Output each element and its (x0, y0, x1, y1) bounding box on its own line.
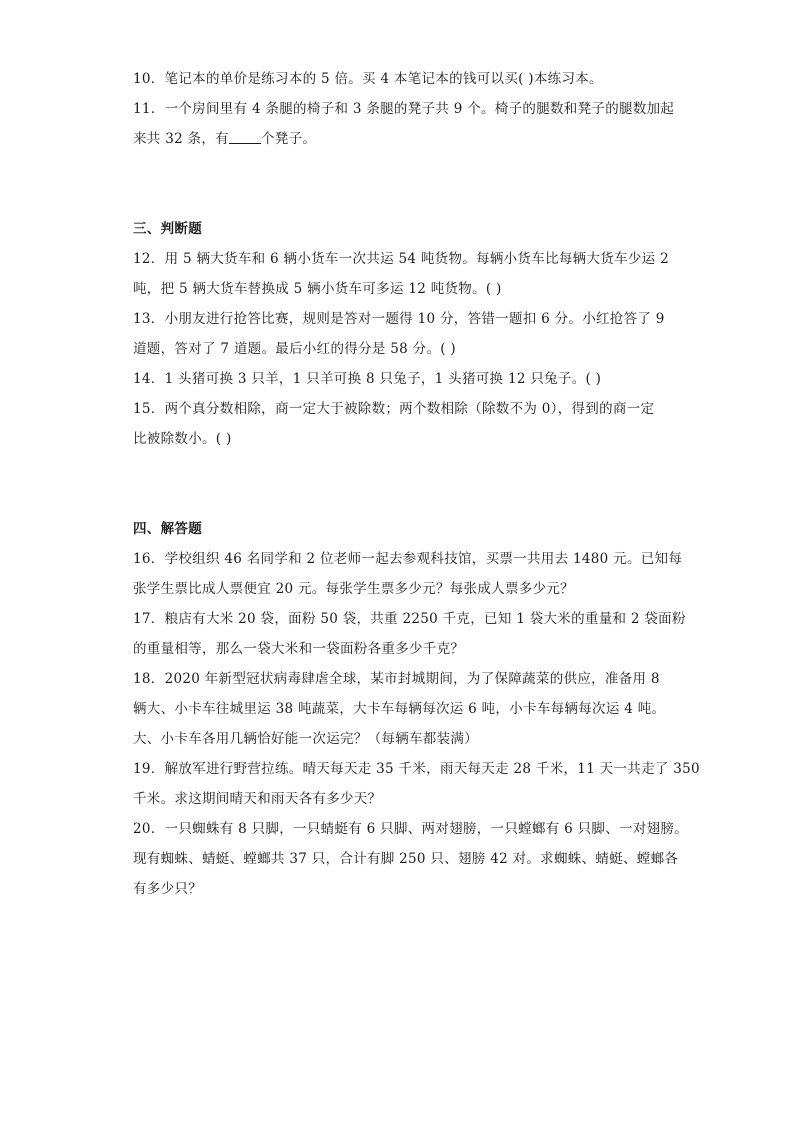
question-18-line-3: 大、小卡车各用几辆恰好能一次运完？（每辆车都装满） (133, 731, 478, 747)
question-19-line-2: 千米。求这期间晴天和雨天各有多少天？ (133, 791, 382, 807)
question-13 (133, 304, 663, 364)
question-14: 14．1 头猪可换 3 只羊，1 只羊可换 8 只兔子，1 头猪可换 12 只兔子。( ) (133, 371, 602, 387)
question-12-line-1: 12．用 5 辆大货车和 6 辆小货车一次共运 54 吨货物。每辆小货车比每辆大货车少运 2 (133, 251, 669, 267)
question-16-line-1: 16．学校组织 46 名同学和 2 位老师一起去参观科技馆，买票一共用去 1480 元。已知每 (133, 551, 683, 567)
question-11-text-after-blank: 个凳子。 (260, 131, 317, 147)
section-title-true-false: 三、判断题 (133, 221, 202, 237)
question-18-line-1: 18．2020 年新型冠状病毒肆虐全球，某市封城期间，为了保障蔬菜的供应，准备用 8 (133, 671, 660, 687)
question-15 (133, 394, 663, 454)
question-20-line-2: 现有蜘蛛、蜻蜓、螳螂共 37 只，合计有脚 250 只、翅膀 42 对。求蜘蛛、蜻蜓、螳螂各 (133, 851, 679, 867)
question-13-line-1: 13．小朋友进行抢答比赛，规则是答对一题得 10 分，答错一题扣 6 分。小红抢答了 9 (133, 311, 665, 327)
question-19-line-1: 19．解放军进行野营拉练。晴天每天走 35 千米，雨天每天走 28 千米，11 天一共走了 350 (133, 761, 700, 777)
question-11-line-2 (133, 124, 663, 154)
worksheet-content (133, 64, 700, 904)
question-11-text-before-blank: 来共 32 条，有 (133, 131, 229, 147)
question-13-line-2: 道题，答对了 7 道题。最后小红的得分是 58 分。( ) (133, 341, 456, 357)
question-17 (133, 604, 686, 664)
question-18-line-2: 辆大、小卡车往城里运 38 吨蔬菜，大卡车每辆每次运 6 吨，小卡车每辆每次运 4 吨。 (133, 701, 666, 717)
question-20 (133, 814, 688, 904)
question-20-line-3: 有多少只？ (133, 881, 202, 897)
question-11 (133, 94, 675, 154)
question-15-line-2: 比被除数小。( ) (133, 431, 232, 447)
question-17-line-2: 的重量相等，那么一袋大米和一袋面粉各重多少千克？ (133, 641, 465, 657)
question-16-line-2: 张学生票比成人票便宜 20 元。每张学生票多少元？每张成人票多少元？ (133, 581, 574, 597)
section-title-word-problems: 四、解答题 (133, 521, 202, 537)
question-18 (133, 664, 666, 754)
question-20-line-1: 20．一只蜘蛛有 8 只脚，一只蜻蜓有 6 只脚、两对翅膀，一只螳螂有 6 只脚、一对翅膀。 (133, 821, 688, 837)
question-16 (133, 544, 683, 604)
answer-blank[interactable] (229, 129, 261, 144)
question-19 (133, 754, 700, 814)
question-12 (133, 244, 669, 304)
question-11-line-1: 11．一个房间里有 4 条腿的椅子和 3 条腿的凳子共 9 个。椅子的腿数和凳子的腿数加起 (133, 101, 675, 117)
question-12-line-2: 吨，把 5 辆大货车替换成 5 辆小货车可多运 12 吨货物。( ) (133, 281, 502, 297)
question-15-line-1: 15．两个真分数相除，商一定大于被除数；两个数相除（除数不为 0），得到的商一定 (133, 401, 655, 417)
question-10: 10．笔记本的单价是练习本的 5 倍。买 4 本笔记本的钱可以买( )本练习本。 (133, 71, 603, 87)
question-17-line-1: 17．粮店有大米 20 袋，面粉 50 袋，共重 2250 千克，已知 1 袋大米的重量和 2 袋面粉 (133, 611, 686, 627)
